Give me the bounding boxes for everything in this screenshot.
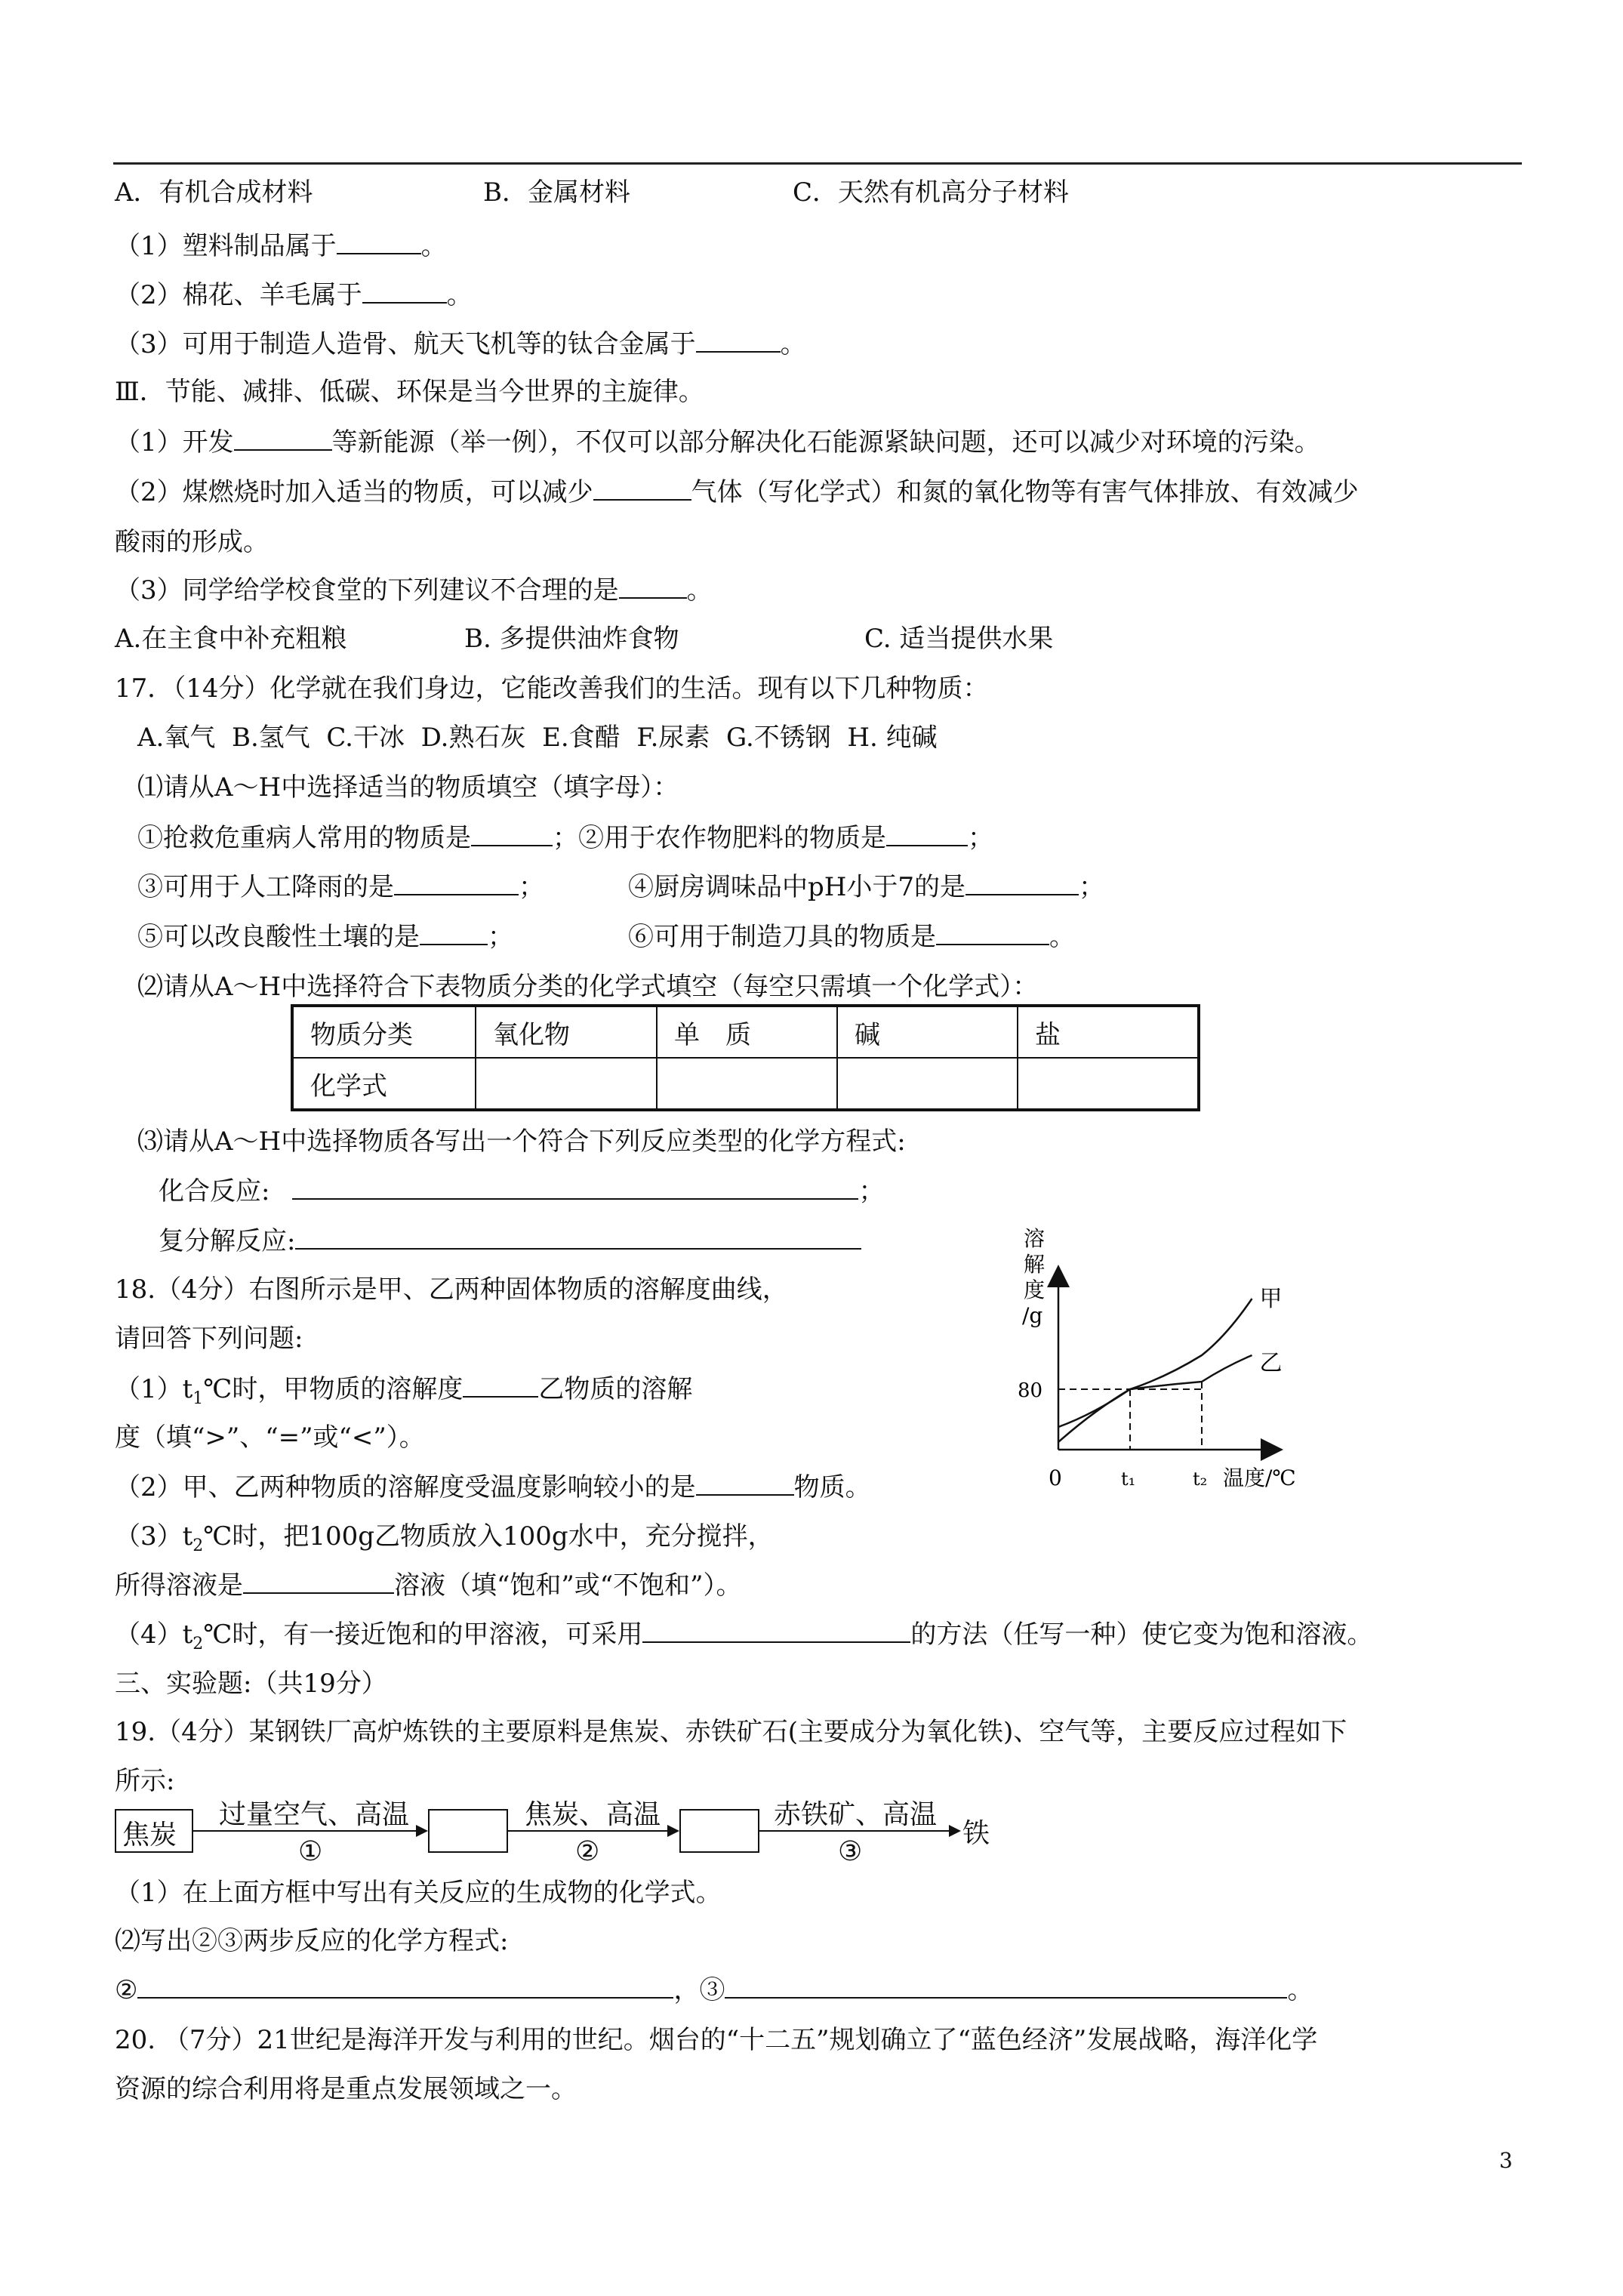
question-18-3-cont: 所得溶液是 溶液（填“饱和”或“不饱和”）。: [115, 1570, 742, 1601]
flow-start-box: [115, 1809, 193, 1853]
question-19-1: （1）在上面方框中写出有关反应的生成物的化学式。: [115, 1878, 722, 1908]
question-2-3: （3）可用于制造人造骨、航天飞机等的钛合金属于 。: [115, 329, 806, 359]
series-line-1: [1058, 1299, 1252, 1427]
series-label-1: 甲: [1259, 1286, 1283, 1312]
table-cell: 氧化物: [476, 1006, 657, 1058]
header-rule: [113, 162, 1522, 165]
option-3-a: A.在主食中补充粗粮: [115, 624, 347, 654]
flow-arrow-3: [759, 1830, 949, 1832]
flow-arrow-2: [507, 1830, 667, 1832]
x-tick-label: t₂: [1193, 1469, 1208, 1490]
question-18-4: $(4)t_2℃$时，有一接近饱和的甲溶液，可采用 的方法（任写一种）使它变为饱和溶液。: [115, 1620, 1373, 1653]
table-cell: 盐: [1018, 1006, 1199, 1058]
question-19-stem-2: 所示:: [115, 1766, 175, 1796]
flow-arrow-1: [192, 1830, 416, 1832]
flow-step-2-number: ②: [575, 1836, 600, 1867]
flow-arrowhead-1: [416, 1825, 428, 1837]
question-17-item-4: ④厨房调味品中pH小于7的是 ；: [628, 872, 1105, 902]
table-cell: 化学式: [292, 1058, 476, 1110]
flow-end-label: 铁: [962, 1818, 990, 1849]
y-axis-label: 溶解度/g: [1022, 1226, 1046, 1328]
question-18-3: $(3)t_2℃$时，把100g乙物质放入100g水中，充分搅拌，: [115, 1521, 774, 1555]
table-cell: 单 质: [657, 1006, 837, 1058]
question-20-line-2: 资源的综合利用将是重点发展领域之一。: [115, 2074, 577, 2104]
question-19-stem: 19.（4分）某钢铁厂高炉炼铁的主要原料是焦炭、赤铁矿石(主要成分为氧化铁)、空气等，主要反应过程如下: [115, 1717, 1347, 1747]
series-label-2: 乙: [1259, 1350, 1283, 1376]
series-line-2: [1058, 1355, 1252, 1442]
section-experiment-title: 三、实验题:（共19分）: [115, 1669, 387, 1699]
option-c: C．天然有机高分子材料: [793, 177, 1070, 208]
question-18-stem-2: 请回答下列问题:: [115, 1324, 303, 1354]
flow-step-3-number: ③: [838, 1836, 863, 1867]
question-18-1-cont: 度（填“>”、“=”或“<”）。: [115, 1422, 425, 1453]
classification-table: [291, 1004, 1200, 1111]
question-18-stem: 18.（4分）右图所示是甲、乙两种固体物质的溶解度曲线，: [115, 1274, 788, 1305]
table-header-row: [292, 1006, 1199, 1058]
question-2-1: （1）塑料制品属于 。: [115, 231, 447, 261]
page-number: 3: [1499, 2148, 1513, 2173]
option-b: B．金属材料: [483, 177, 630, 208]
question-17-part-1: ⑴请从A～H中选择适当的物质填空（填字母）：: [137, 772, 679, 803]
flow-product-box-2[interactable]: [679, 1809, 759, 1853]
origin-label: 0: [1049, 1465, 1062, 1490]
flow-arrowhead-2: [667, 1825, 679, 1837]
table-row: [292, 1058, 1199, 1110]
question-19-2: ⑵写出②③两步反应的化学方程式:: [115, 1926, 509, 1956]
question-20-line-1: 20. （7分）21世纪是海洋开发与利用的世纪。烟台的“十二五”规划确立了“蓝色经济”发展战略，海洋化学: [115, 2025, 1318, 2055]
y-tick-label: 80: [1018, 1379, 1043, 1402]
flow-step-1-number: ①: [298, 1836, 323, 1867]
table-cell[interactable]: [657, 1058, 837, 1110]
option-3-b: B. 多提供油炸食物: [464, 624, 679, 654]
question-2-2: （2）棉花、羊毛属于 。: [115, 280, 473, 310]
question-17-item-5: ⑤可以改良酸性土壤的是 ；: [137, 922, 513, 952]
flow-arrowhead-3: [949, 1825, 961, 1837]
question-17-materials: A.氧气 B.氢气 C.干冰 D.熟石灰 E.食醋 F.尿素 G.不锈钢 H. 纯碱: [137, 723, 938, 753]
question-19-equations: ② ，③ 。: [115, 1975, 1313, 2005]
x-tick-label: t₁: [1121, 1469, 1136, 1490]
question-18-2: （2）甲、乙两种物质的溶解度受温度影响较小的是 物质。: [115, 1472, 871, 1502]
question-3-2-cont: 酸雨的形成。: [115, 527, 269, 557]
question-3-3: （3）同学给学校食堂的下列建议不合理的是 。: [115, 575, 713, 606]
table-cell[interactable]: [837, 1058, 1018, 1110]
reaction-double-decomposition: 复分解反应:: [159, 1225, 861, 1258]
flow-step-2-condition: 焦炭、高温: [525, 1799, 661, 1830]
question-17-stem: 17．（14分）化学就在我们身边，它能改善我们的生活。现有以下几种物质：: [115, 673, 989, 704]
x-axis-label: 温度/℃: [1223, 1465, 1296, 1490]
question-18-1: $(1)t_1℃$时，甲物质的溶解度 乙物质的溶解: [115, 1374, 693, 1408]
option-a: A．有机合成材料: [115, 177, 313, 208]
flow-step-1-condition: 过量空气、高温: [219, 1799, 410, 1830]
question-17-part-2: ⑵请从A～H中选择符合下表物质分类的化学式填空（每空只需填一个化学式）：: [137, 972, 1039, 1002]
question-17-item-1: ①抢救危重病人常用的物质是 ；②用于农作物肥料的物质是 ；: [137, 823, 993, 853]
question-3-2: （2）煤燃烧时加入适当的物质，可以减少 气体（写化学式）和氮的氧化物等有害气体排放、有效减少: [115, 477, 1359, 507]
table-cell[interactable]: [1018, 1058, 1199, 1110]
flow-product-box-1[interactable]: [428, 1809, 508, 1853]
table-cell[interactable]: [476, 1058, 657, 1110]
flow-start-label: 焦炭: [122, 1820, 177, 1851]
question-17-item-6: ⑥可用于制造刀具的物质是 。: [628, 922, 1075, 952]
solubility-chart: [1012, 1223, 1329, 1502]
question-17-part-3: ⑶请从A～H中选择物质各写出一个符合下列反应类型的化学方程式:: [137, 1126, 906, 1157]
flow-step-3-condition: 赤铁矿、高温: [774, 1799, 938, 1830]
question-3-1: （1）开发 等新能源（举一例），不仅可以部分解决化石能源紧缺问题，还可以减少对环境的污染。: [115, 427, 1320, 458]
option-3-c: C. 适当提供水果: [864, 624, 1054, 654]
question-17-item-3: ③可用于人工降雨的是 ；: [137, 872, 544, 902]
table-cell: 物质分类: [292, 1006, 476, 1058]
reaction-combination: 化合反应: ；: [159, 1176, 885, 1207]
section-3-title: Ⅲ．节能、减排、低碳、环保是当今世界的主旋律。: [115, 377, 704, 407]
table-cell: 碱: [837, 1006, 1018, 1058]
